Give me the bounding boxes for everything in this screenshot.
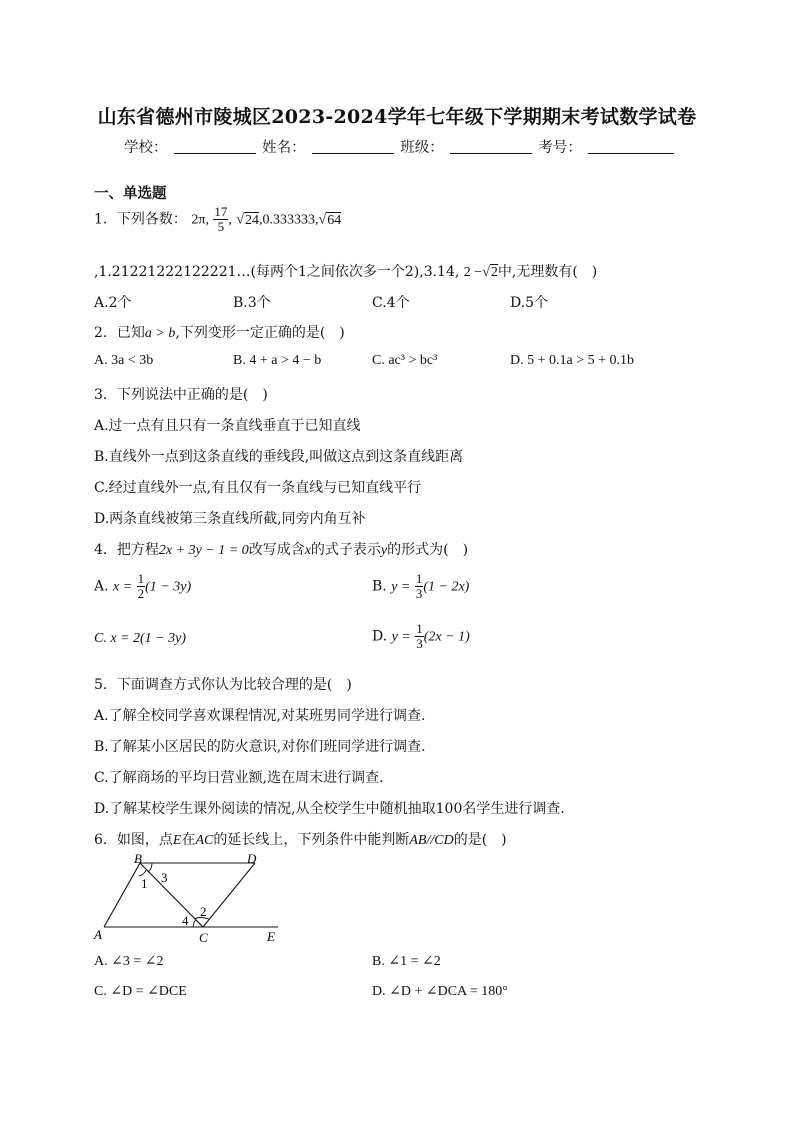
student-info-row [124, 136, 676, 157]
q1-option-a[interactable]: A.2个 [94, 295, 132, 311]
q1-two-minus: 2 − [463, 265, 483, 280]
name-blank[interactable] [312, 139, 394, 154]
number-label: 考号： [538, 140, 582, 156]
q1-stem-line2 [94, 261, 597, 281]
q1-option-d[interactable]: D.5个 [510, 295, 549, 311]
segment-bc [140, 863, 203, 927]
q4-option-b[interactable]: B. y = $\frac{1}{3}$ (1 − 2x) [372, 571, 470, 601]
q1-sqrt-24: √24 [236, 212, 260, 228]
q3-stem: 3．下列说法中正确的是( ) [94, 387, 268, 403]
q6-option-d[interactable]: D. ∠D + ∠DCA = 180° [372, 984, 508, 999]
q1-line2-end: 中,无理数有( ) [497, 264, 598, 280]
name-label: 姓名： [262, 140, 306, 156]
q6-option-c[interactable]: C. ∠D = ∠DCE [94, 984, 187, 999]
q3-option-d[interactable]: D.两条直线被第三条直线所截,同旁内角互补 [94, 511, 366, 527]
q1-pi-term: 2π, [191, 212, 209, 228]
q2-condition: a > b [144, 326, 176, 341]
angle-4-label: 4 [182, 913, 189, 928]
q4-option-a[interactable]: A. x = $\frac{1}{2}$ (1 − 3y) [94, 571, 192, 601]
angle-3-label: 3 [161, 870, 168, 885]
q1-mid: ,0.333333, [259, 212, 319, 228]
geometry-figure [90, 850, 290, 945]
q2-stem [94, 322, 345, 342]
q1-lead: 1．下列各数： [94, 211, 187, 228]
school-label: 学校： [124, 140, 168, 156]
q1-option-b[interactable]: B.3个 [233, 295, 271, 311]
angle-1-label: 1 [141, 876, 148, 891]
q1-line2-start: ,1.21221222122221…(每两个1之间依次多一个2),3.14, [94, 264, 460, 280]
angle-arc-4 [193, 920, 196, 927]
q5-stem: 5．下面调查方式你认为比较合理的是( ) [94, 677, 352, 693]
exam-title: 山东省德州市陵城区2023-2024学年七年级下学期期末考试数学试卷 [97, 106, 697, 128]
class-blank[interactable] [450, 139, 532, 154]
q2-option-a[interactable]: A. 3a < 3b [94, 353, 154, 368]
q4-option-c[interactable]: C. x = 2(1 − 3y) [94, 631, 186, 646]
q1-option-c[interactable]: C.4个 [372, 295, 410, 311]
q2-option-b[interactable]: B. 4 + a > 4 − b [233, 353, 322, 368]
q3-option-b[interactable]: B.直线外一点到这条直线的垂线段,叫做这点到这条直线距离 [94, 449, 464, 465]
q6-stem: 6．如图，点E在AC的延长线上，下列条件中能判断AB//CD的是( ) [94, 832, 507, 848]
point-a-label: A [94, 927, 102, 942]
q2-option-c[interactable]: C. ac³ > bc³ [372, 353, 438, 368]
q4-option-d[interactable]: D. y = $\frac{1}{3}$ (2x − 1) [372, 621, 470, 651]
q5-option-b[interactable]: B.了解某小区居民的防火意识,对你们班同学进行调查. [94, 739, 426, 755]
q1-stem-line1: 1．下列各数： 2π, $\frac{17}{5}$ , √24,0.333333,√64 [94, 204, 342, 234]
school-blank[interactable] [174, 139, 256, 154]
q5-option-c[interactable]: C.了解商场的平均日营业额,选在周末进行调查. [94, 770, 384, 786]
number-blank[interactable] [588, 139, 674, 154]
q1-fraction: $\frac{17}{5}$ [214, 204, 228, 234]
point-d-label: D [247, 851, 257, 866]
q3-option-c[interactable]: C.经过直线外一点,有且仅有一条直线与已知直线平行 [94, 480, 422, 496]
section-heading: 一、单选题 [94, 185, 167, 202]
segment-ab [104, 863, 140, 927]
q4-equation: 2x + 3y − 1 = 0 [158, 543, 249, 558]
class-label: 班级： [400, 140, 444, 156]
q1-sqrt-2: √2 [482, 265, 498, 280]
angle-arc-3 [148, 863, 152, 872]
point-b-label: B [134, 851, 142, 866]
q6-option-b[interactable]: B. ∠1 = ∠2 [372, 954, 441, 969]
angle-2-label: 2 [200, 904, 207, 919]
q5-option-d[interactable]: D.了解某校学生课外阅读的情况,从全校学生中随机抽取100名学生进行调查. [94, 801, 565, 817]
segment-dc [203, 863, 255, 927]
point-e-label: E [267, 929, 275, 944]
q5-option-a[interactable]: A.了解全校同学喜欢课程情况,对某班男同学进行调查. [94, 708, 426, 724]
q1-sqrt-64: √64 [318, 212, 342, 228]
q3-option-a[interactable]: A.过一点有且只有一条直线垂直于已知直线 [94, 418, 361, 434]
point-c-label: C [199, 930, 208, 945]
q6-option-a[interactable]: A. ∠3 = ∠2 [94, 954, 164, 969]
q2-tail: ,下列变形一定正确的是( ) [175, 325, 345, 341]
q2-option-d[interactable]: D. 5 + 0.1a > 5 + 0.1b [510, 353, 635, 368]
q4-stem: 4．把方程2x + 3y − 1 = 0改写成含x的式子表示y的形式为( ) [94, 542, 469, 558]
q2-lead: 2．已知 [94, 325, 145, 341]
